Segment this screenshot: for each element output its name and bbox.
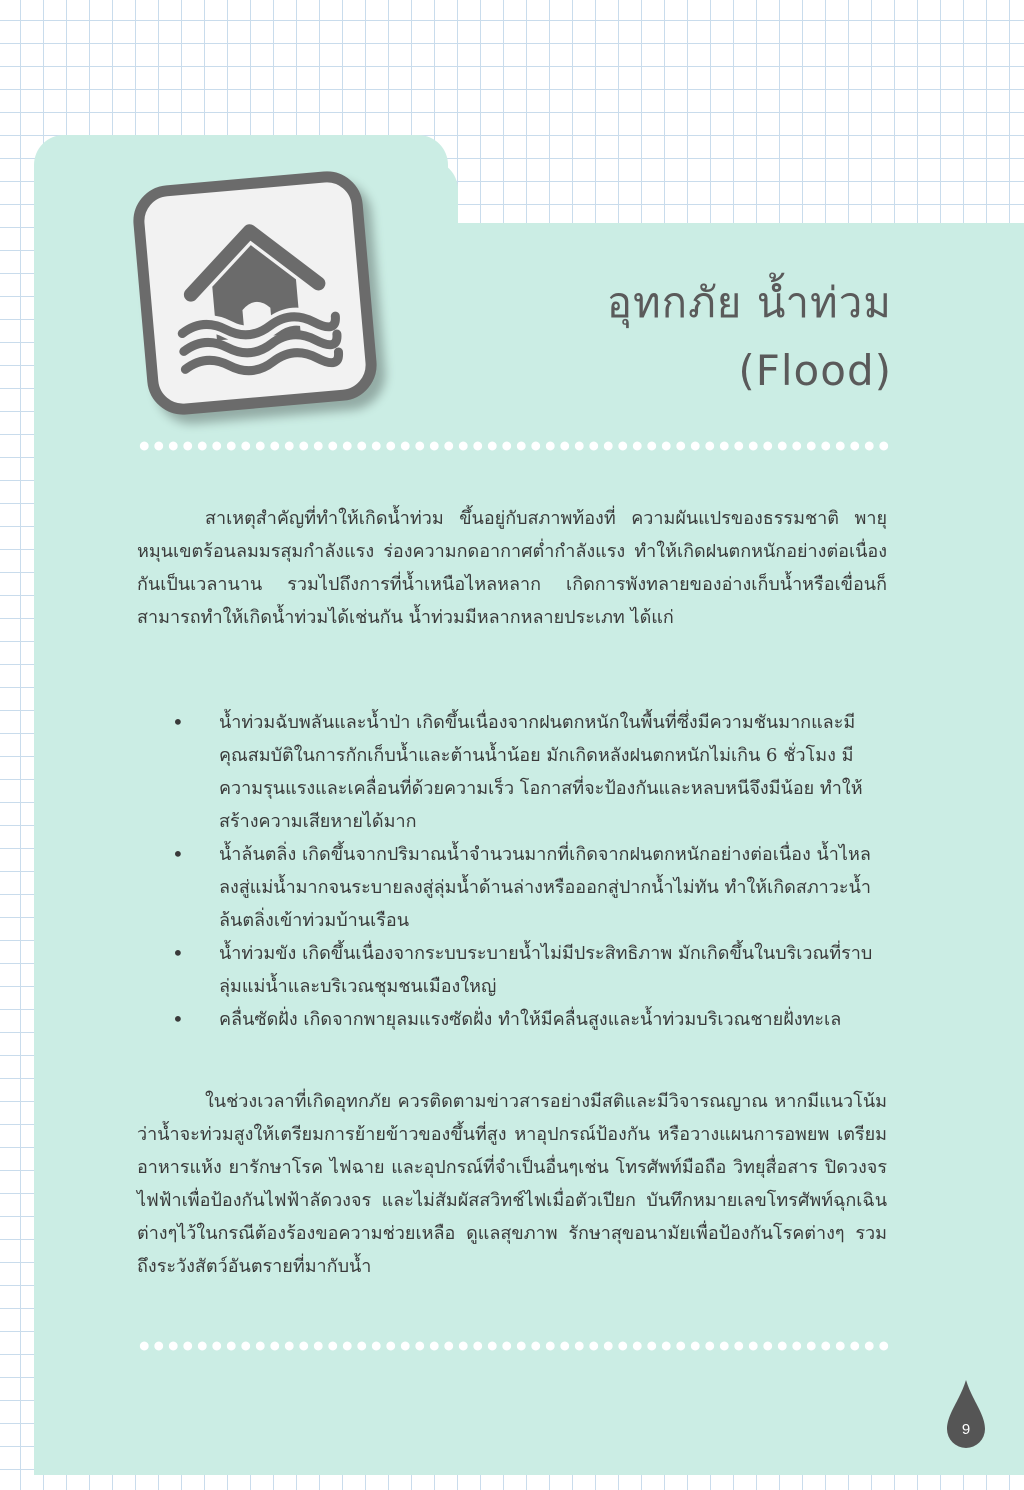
dotted-divider-top [137, 440, 893, 452]
list-item [172, 937, 887, 1003]
flooded-house-icon [130, 168, 379, 417]
dotted-divider-bottom [137, 1340, 893, 1352]
flood-types-list [172, 706, 887, 1036]
bullet-marker: • [172, 1007, 184, 1031]
page-subtitle: (Flood) [738, 346, 892, 395]
flooded-house-icon-graphic [164, 202, 346, 384]
list-item [172, 1003, 887, 1036]
bullet-marker: • [172, 842, 184, 866]
bullet-marker: • [172, 941, 184, 965]
water-drop-icon [945, 1378, 987, 1450]
list-item-text: น้ำล้นตลิ่ง เกิดขึ้นจากปริมาณน้ำจำนวนมากที่เกิดจากฝนตกหนักอย่างต่อเนื่อง น้ำไหลลงสู่แม่น้ำมากจนระบายลงสู่ลุ่มน้ำด้านล่างหรือออกสู่ปากน้ำไม่ทัน ทำให้เกิดสภาวะน้ำล้นตลิ่งเข้าท่วมบ้านเรือน [219, 844, 871, 931]
page-number: 9 [961, 1421, 971, 1438]
list-item-text: น้ำท่วมขัง เกิดขึ้นเนื่องจากระบบระบายน้ำไม่มีประสิทธิภาพ มักเกิดขึ้นในบริเวณที่ราบลุ่มแม่น้ำและบริเวณชุมชนเมืองใหญ่ [219, 943, 873, 997]
page-title: อุทกภัย น้ำท่วม [606, 278, 892, 327]
list-item [172, 838, 887, 937]
intro-paragraph: สาเหตุสำคัญที่ทำให้เกิดน้ำท่วม ขึ้นอยู่กับสภาพท้องที่ ความผันแปรของธรรมชาติ พายุหมุนเขตร้อนลมมรสุมกำลังแรง ร่องความกดอากาศต่ำกำลังแรง ทำให้เกิดฝนตกหนักอย่างต่อเนื่องกันเป็นเวลานาน รวมไปถึงการที่น้ำเหนือไหลหลาก เกิดการพังทลายของอ่างเก็บน้ำหรือเขื่อนก็สามารถทำให้เกิดน้ำท่วมได้เช่นกัน น้ำท่วมมีหลากหลายประเภท ได้แก่ [137, 508, 887, 628]
list-item-text: น้ำท่วมฉับพลันและน้ำป่า เกิดขึ้นเนื่องจากฝนตกหนักในพื้นที่ซึ่งมีความชันมากและมีคุณสมบัติในการกักเก็บน้ำและต้านน้ำน้อย มักเกิดหลังฝนตกหนักไม่เกิน 6 ชั่วโมง มีความรุนแรงและเคลื่อนที่ด้วยความเร็ว โอกาสที่จะป้องกันและหลบหนีจึงมีน้อย ทำให้สร้างความเสียหายได้มาก [219, 712, 863, 832]
list-item [172, 706, 887, 838]
list-item-text: คลื่นซัดฝั่ง เกิดจากพายุลมแรงซัดฝั่ง ทำให้มีคลื่นสูงและน้ำท่วมบริเวณชายฝั่งทะเล [219, 1009, 842, 1030]
content-panel-corner [418, 160, 458, 230]
advice-paragraph: ในช่วงเวลาที่เกิดอุทกภัย ควรติดตามข่าวสารอย่างมีสติและมีวิจารณญาณ หากมีแนวโน้มว่าน้ำจะท่วมสูงให้เตรียมการย้ายข้าวของขึ้นที่สูง หาอุปกรณ์ป้องกัน หรือวางแผนการอพยพ เตรียมอาหารแห้ง ยารักษาโรค ไฟฉาย และอุปกรณ์ที่จำเป็นอื่นๆเช่น โทรศัพท์มือถือ วิทยุสื่อสาร ปิดวงจรไฟฟ้าเพื่อป้องกันไฟฟ้าลัดวงจร และไม่สัมผัสสวิทช์ไฟเมื่อตัวเปียก บันทึกหมายเลขโทรศัพท์ฉุกเฉินต่างๆไว้ในกรณีต้องร้องขอความช่วยเหลือ ดูแลสุขภาพ รักษาสุขอนามัยเพื่อป้องกันโรคต่างๆ รวมถึงระวังสัตว์อันตรายที่มากับน้ำ [137, 1091, 887, 1277]
bullet-marker: • [172, 710, 184, 734]
